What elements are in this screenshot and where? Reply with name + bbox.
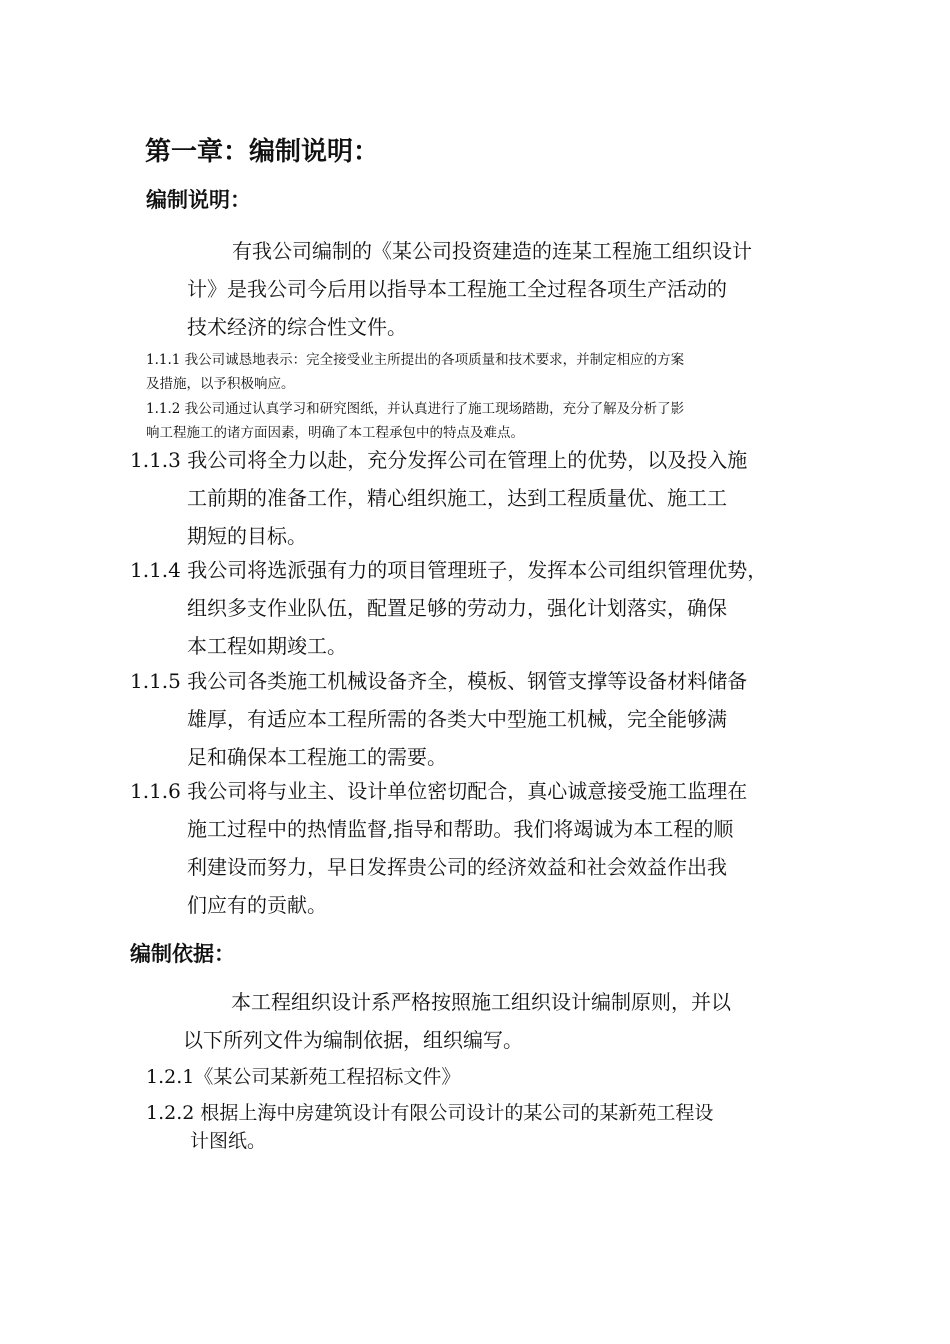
item-1-1-4 xyxy=(130,551,767,665)
item-line: 1.2.2 根据上海中房建筑设计有限公司设计的某公司的某新苑工程设 xyxy=(146,1102,714,1124)
item-line: 工前期的准备工作，精心组织施工，达到工程质量优、施工工 xyxy=(187,486,727,510)
item-1-2-2 xyxy=(146,1099,713,1155)
item-line: 施工过程中的热情监督,指导和帮助。我们将竭诚为本工程的顺 xyxy=(187,817,734,841)
intro-line: 本工程组织设计系严格按照施工组织设计编制原则，并以 xyxy=(231,990,731,1014)
intro-line: 有我公司编制的《某公司投资建造的连某工程施工组织设计 xyxy=(232,239,752,263)
item-line: 1.1.6 我公司将与业主、设计单位密切配合，真心诚意接受施工监理在 xyxy=(130,779,748,803)
item-line: 1.1.1 我公司诚恳地表示：完全接受业主所提出的各项质量和技术要求，并制定相应的方案 xyxy=(146,352,685,368)
item-1-1-6 xyxy=(130,772,747,924)
item-1-1-1 xyxy=(146,348,684,396)
item-line: 组织多支作业队伍，配置足够的劳动力，强化计划落实，确保 xyxy=(187,596,727,620)
item-line: 响工程施工的诸方面因素，明确了本工程承包中的特点及难点。 xyxy=(146,425,524,441)
section2-intro-paragraph xyxy=(183,983,731,1059)
item-line: 期短的目标。 xyxy=(187,524,307,548)
item-line: 本工程如期竣工。 xyxy=(187,634,347,658)
item-line: 利建设而努力，早日发挥贵公司的经济效益和社会效益作出我 xyxy=(187,855,727,879)
item-1-1-3 xyxy=(130,441,747,555)
section1-intro-paragraph xyxy=(187,232,752,346)
item-line: 计图纸。 xyxy=(190,1130,267,1152)
item-line: 们应有的贡献。 xyxy=(187,893,327,917)
item-line: 1.1.3 我公司将全力以赴，充分发挥公司在管理上的优势，以及投入施 xyxy=(130,448,748,472)
item-line: 足和确保本工程施工的需要。 xyxy=(187,745,447,769)
chapter-title: 第一章：编制说明： xyxy=(145,137,380,167)
section-heading-compilation-basis: 编制依据： xyxy=(130,942,235,966)
item-line: 雄厚，有适应本工程所需的各类大中型施工机械，完全能够满 xyxy=(187,707,727,731)
intro-line: 技术经济的综合性文件。 xyxy=(187,315,407,339)
item-line: 1.1.2 我公司通过认真学习和研究图纸，并认真进行了施工现场踏勘，充分了解及分析了影 xyxy=(146,401,685,417)
item-1-2-1: 1.2.1《某公司某新苑工程招标文件》 xyxy=(146,1066,461,1088)
section-heading-compilation-notes: 编制说明： xyxy=(146,188,251,212)
item-line: 及措施，以予积极响应。 xyxy=(146,376,295,392)
item-1-1-5 xyxy=(130,662,747,776)
item-line: 1.1.4 我公司将选派强有力的项目管理班子，发挥本公司组织管理优势， xyxy=(130,558,768,582)
intro-line: 以下所列文件为编制依据，组织编写。 xyxy=(183,1028,523,1052)
intro-line: 计》是我公司今后用以指导本工程施工全过程各项生产活动的 xyxy=(187,277,727,301)
item-line: 1.1.5 我公司各类施工机械设备齐全，模板、钢管支撑等设备材料储备 xyxy=(130,669,748,693)
item-1-1-2 xyxy=(146,397,684,445)
